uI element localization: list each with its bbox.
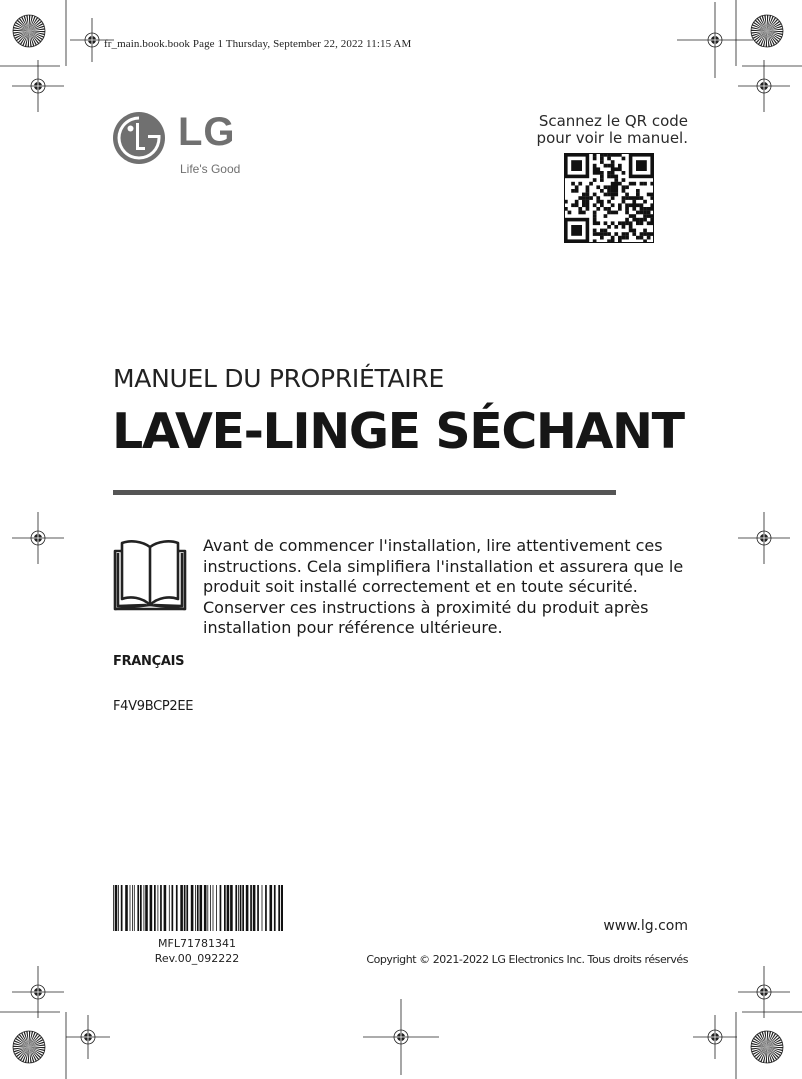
- model-number: F4V9BCP2EE: [113, 699, 194, 714]
- intro-line: Avant de commencer l'installation, lire attentivement ces: [203, 536, 663, 555]
- language-label: FRANÇAIS: [113, 654, 185, 669]
- part-number: MFL71781341: [158, 937, 236, 950]
- document-kind: MANUEL DU PROPRIÉTAIRE: [113, 364, 444, 393]
- qr-caption-line1: Scannez le QR code: [538, 112, 688, 130]
- brand-tagline: Life's Good: [180, 162, 241, 176]
- barcode-icon: [111, 885, 283, 931]
- copyright: Copyright © 2021-2022 LG Electronics Inc. Tous droits réservés: [366, 953, 688, 966]
- print-header: fr_main.book.book Page 1 Thursday, September 22, 2022 11:15 AM: [104, 38, 412, 50]
- revision: Rev.00_092222: [154, 952, 240, 965]
- intro-line: Conserver ces instructions à proximité du produit après: [203, 597, 649, 617]
- brand-name: LG: [178, 110, 236, 154]
- intro-line: installation pour référence ultérieure.: [203, 618, 503, 637]
- website-link[interactable]: www.lg.com: [603, 918, 688, 934]
- intro-line: instructions. Cela simplifiera l'installation et assurera que le: [203, 556, 684, 576]
- lg-logo-icon: [112, 111, 166, 165]
- qr-caption: [520, 113, 688, 147]
- intro-line: produit soit installé correctement et en toute sécurité.: [203, 577, 638, 596]
- title-rule: [113, 490, 616, 495]
- product-title: LAVE-LINGE SÉCHANT: [112, 403, 684, 460]
- qr-caption-line2: pour voir le manuel.: [536, 129, 688, 147]
- open-book-icon: [112, 537, 188, 611]
- qr-code-icon[interactable]: [564, 153, 654, 243]
- intro-text: [203, 536, 683, 639]
